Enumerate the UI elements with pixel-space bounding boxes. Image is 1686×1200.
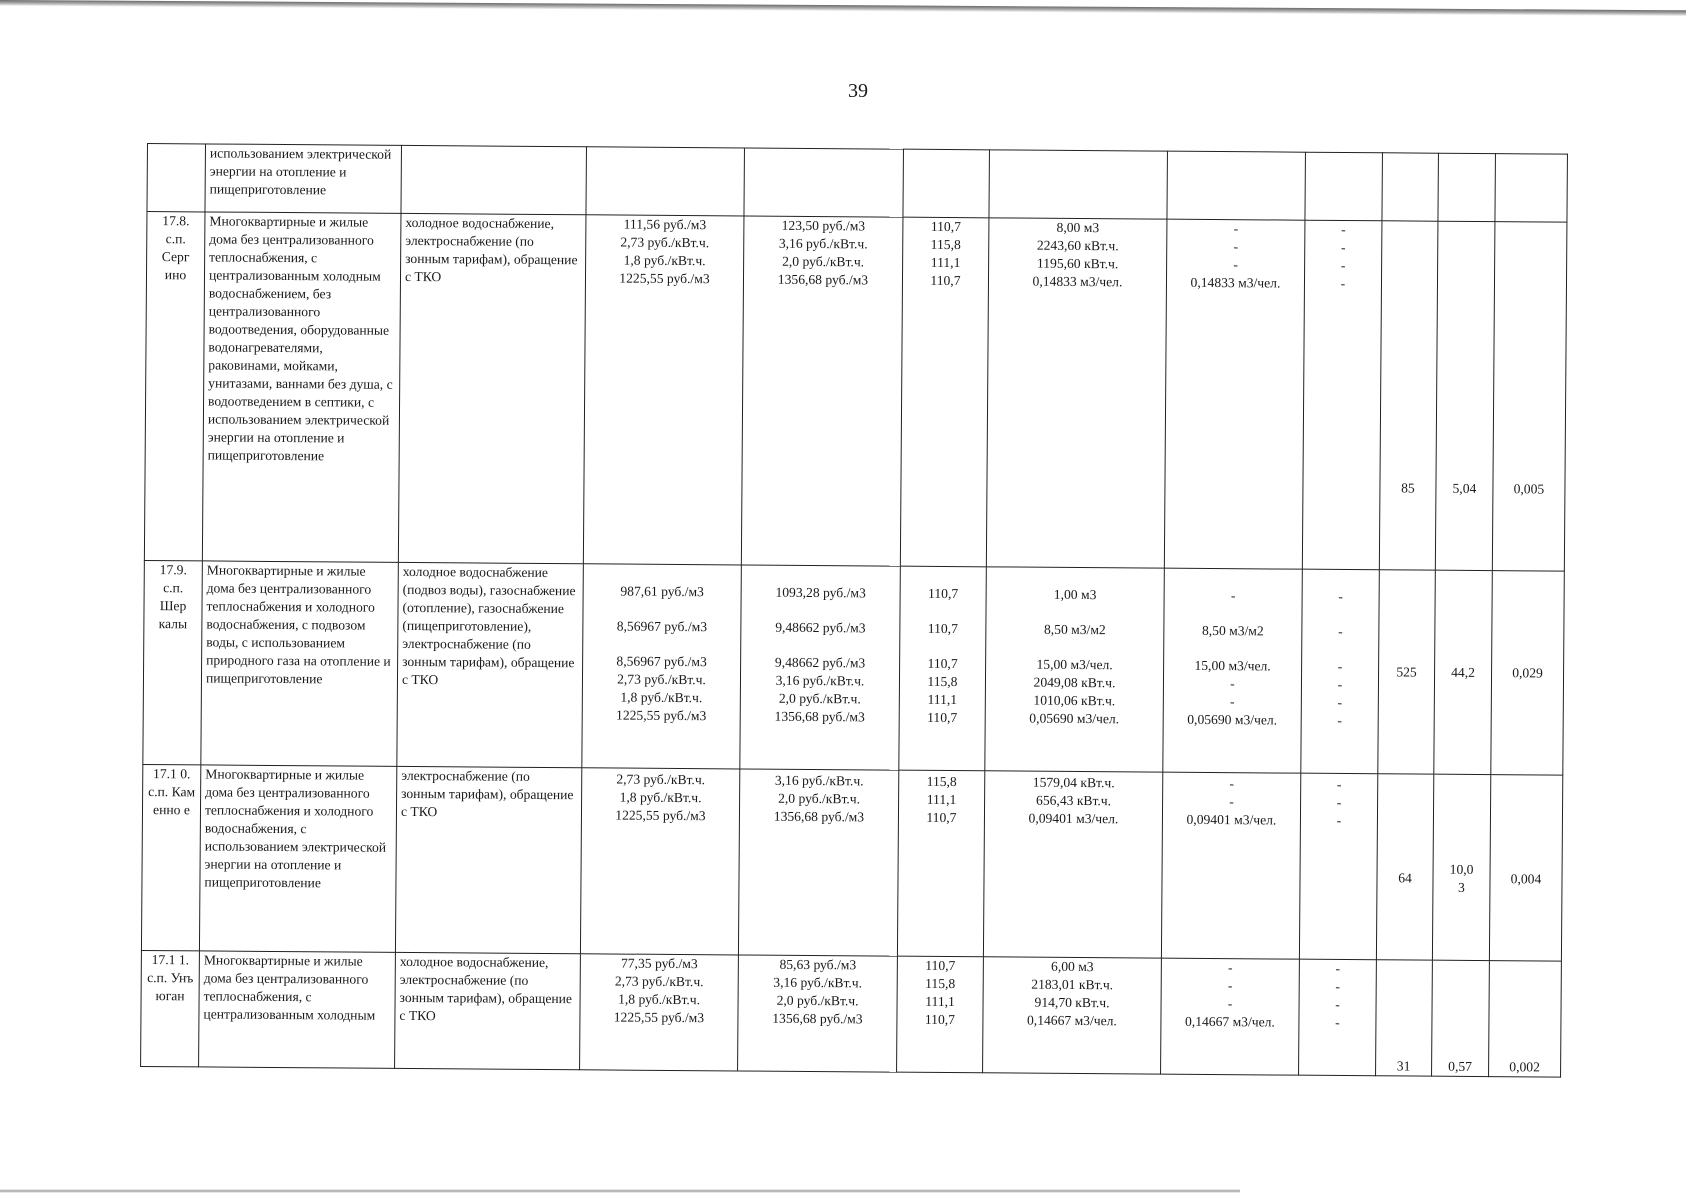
value-line: - — [1335, 1014, 1340, 1030]
cell-description: Многоквартирные и жилые дома без централизованного теплоснабжения и холодного водоснабжения, с подвозом воды, с использованием природного газа на отопление и пищеприготовление — [201, 561, 399, 766]
value-line: 0,14833 м3/чел. — [1032, 273, 1123, 290]
value-line: 1579,04 кВт.ч. — [1032, 774, 1115, 791]
cell-tariff-old — [583, 215, 744, 565]
value-line: - — [1336, 794, 1342, 810]
value-line: 110,7 — [927, 709, 958, 726]
cell-volume — [983, 957, 1162, 1074]
cell-tariff-new — [744, 148, 904, 217]
value-line: 115,8 — [927, 673, 958, 690]
cell-services — [401, 145, 587, 214]
value-line: - — [1230, 694, 1235, 710]
table-row — [141, 764, 1562, 961]
value-line: 2,0 руб./кВт.ч. — [778, 790, 861, 807]
value-line: 914,70 кВт.ч. — [1034, 994, 1110, 1011]
value-line: 1,8 руб./кВт.ч. — [619, 789, 702, 806]
cell-description: Многоквартирные и жилые дома без централизованного теплоснабжения и холодного водоснабжения, с использованием электрической энергии на отопление и пищеприготовление — [199, 765, 396, 952]
cell-id: 17.1 0. с.п. Кам енно е — [141, 764, 200, 950]
value-line: 0,09401 м3/чел. — [1186, 811, 1277, 828]
cell-marks — [1299, 959, 1377, 1076]
tariff-table — [140, 143, 1568, 1078]
cell-volume-alt — [1161, 958, 1300, 1075]
value-line: 3,16 руб./кВт.ч. — [774, 772, 864, 789]
value-line: - — [1227, 978, 1233, 994]
value-line: 111,1 — [927, 691, 958, 708]
cell-amount: 44,2 — [1434, 570, 1493, 774]
value-line: - — [1337, 694, 1343, 710]
cell-count — [1382, 153, 1439, 221]
value-line: - — [1341, 221, 1346, 237]
value-line: 111,56 руб./м3 — [623, 216, 707, 233]
cell-tariff-old — [580, 954, 739, 1071]
cell-tariff-old — [586, 147, 745, 216]
value-line: 110,7 — [927, 655, 958, 672]
cell-share: 0,029 — [1491, 571, 1565, 776]
value-line: 1195,60 кВт.ч. — [1036, 255, 1119, 272]
cell-index — [897, 956, 984, 1073]
page-number: 39 — [848, 80, 868, 102]
value-line: 987,61 руб./м3 — [620, 583, 704, 600]
value-line: - — [1233, 221, 1239, 237]
value-line: 0,14667 м3/чел. — [1184, 1013, 1275, 1030]
value-line: 8,50 м3/м2 — [1043, 621, 1106, 638]
value-line: 115,8 — [930, 236, 961, 253]
value-line: - — [1335, 960, 1341, 976]
value-line: - — [1340, 239, 1346, 255]
scan-edge-top — [0, 0, 1686, 16]
value-line: 110,7 — [925, 957, 956, 974]
value-line: 2,73 руб./кВт.ч. — [620, 234, 710, 251]
cell-marks — [1302, 220, 1382, 570]
value-line: 0,05690 м3/чел. — [1187, 711, 1278, 728]
value-line: 123,50 руб./м3 — [781, 217, 866, 234]
cell-volume-alt — [1161, 772, 1300, 959]
value-line: 2,0 руб./кВт.ч. — [776, 992, 859, 1009]
value-line: 2243,60 кВт.ч. — [1036, 237, 1119, 254]
cell-amount: 0,57 — [1432, 960, 1490, 1076]
cell-tariff-old — [580, 768, 739, 955]
value-line: 111,1 — [930, 254, 961, 271]
cell-services: холодное водоснабжение, электроснабжение (по зонным тарифам), обращение с ТКО — [398, 213, 586, 563]
value-line: 77,35 руб./м3 — [620, 955, 698, 972]
cell-share: 0,004 — [1489, 775, 1562, 962]
value-line: - — [1229, 794, 1234, 810]
value-line: 1,00 м3 — [1053, 586, 1097, 603]
value-line: 111,1 — [925, 993, 955, 1010]
value-line: 1,8 руб./кВт.ч. — [623, 252, 706, 269]
scan-edge-bottom — [0, 1189, 1240, 1193]
cell-volume — [985, 567, 1165, 772]
value-line: 8,56967 руб./м3 — [616, 653, 707, 670]
table-row — [143, 560, 1564, 775]
value-line: 8,00 м3 — [1056, 219, 1100, 236]
value-line: 110,7 — [930, 272, 961, 289]
value-line: 6,00 м3 — [1050, 958, 1094, 975]
value-line: - — [1230, 676, 1235, 692]
value-line: 2183,01 кВт.ч. — [1031, 976, 1114, 993]
value-line: 1225,55 руб./м3 — [615, 807, 706, 824]
cell-marks — [1299, 773, 1377, 960]
cell-services: холодное водоснабжение, электроснабжение (по зонным тарифам), обращение с ТКО — [395, 952, 581, 1069]
value-line: 2,0 руб./кВт.ч. — [778, 690, 861, 707]
value-line: 1356,68 руб./м3 — [774, 708, 865, 725]
value-line: 110,7 — [924, 1011, 956, 1028]
cell-tariff-new — [738, 955, 898, 1072]
value-line: 2,73 руб./кВт.ч. — [616, 771, 706, 788]
value-line: 85,63 руб./м3 — [779, 956, 857, 973]
value-line: 110,7 — [927, 620, 958, 637]
cell-id: 17.9. с.п. Шер калы — [143, 560, 203, 764]
value-line: 15,00 м3/чел. — [1036, 656, 1113, 673]
value-line: 9,48662 руб./м3 — [775, 619, 866, 636]
cell-index — [900, 217, 989, 567]
cell-count: 85 — [1379, 221, 1438, 570]
value-line: - — [1340, 257, 1346, 273]
value-line: 3,16 руб./кВт.ч. — [778, 235, 868, 252]
cell-amount — [1438, 153, 1496, 221]
value-line: 0,14667 м3/чел. — [1026, 1012, 1117, 1029]
value-line: 1356,68 руб./м3 — [777, 271, 869, 288]
cell-tariff-new — [740, 565, 901, 770]
cell-share: 0,005 — [1492, 222, 1567, 572]
cell-id — [147, 144, 206, 212]
value-line: 111,1 — [926, 791, 957, 808]
value-line: 1225,55 руб./м3 — [613, 1009, 705, 1026]
value-line: - — [1338, 623, 1343, 639]
value-line: - — [1340, 275, 1346, 291]
value-line: 1,8 руб./кВт.ч. — [618, 991, 701, 1008]
value-line: 15,00 м3/чел. — [1194, 657, 1271, 674]
value-line: 1010,06 кВт.ч. — [1033, 692, 1116, 709]
cell-index — [899, 566, 987, 771]
value-line: 2049,08 кВт.ч. — [1033, 674, 1116, 691]
cell-amount: 10,0 3 — [1432, 774, 1490, 960]
value-line: 110,7 — [926, 809, 957, 826]
cell-tariff-old — [582, 564, 742, 769]
value-line: 8,56967 руб./м3 — [616, 618, 708, 635]
value-line: 656,43 кВт.ч. — [1036, 792, 1112, 809]
value-line: - — [1337, 658, 1343, 674]
value-line: 1,8 руб./кВт.ч. — [620, 689, 703, 706]
cell-id: 17.1 1. с.п. Унъ юган — [141, 950, 200, 1066]
cell-share — [1495, 154, 1568, 223]
cell-index — [897, 770, 984, 957]
value-line: - — [1228, 960, 1233, 976]
value-line: 1356,68 руб./м3 — [773, 808, 865, 825]
value-line: 8,50 м3/м2 — [1201, 622, 1264, 639]
value-line: - — [1227, 996, 1233, 1012]
value-line: - — [1337, 676, 1343, 692]
cell-count: 64 — [1376, 774, 1433, 960]
cell-volume-alt — [1167, 151, 1306, 220]
cell-services: холодное водоснабжение (подвоз воды), газоснабжение (отопление), газоснабжение (пищеприготовление), электроснабжение (по зонным тарифам), обращение с ТКО — [397, 562, 584, 767]
value-line: 110,7 — [928, 585, 959, 602]
cell-amount: 5,04 — [1435, 221, 1495, 570]
value-line: 0,05690 м3/чел. — [1029, 710, 1120, 727]
value-line: - — [1233, 239, 1239, 255]
table-row — [144, 212, 1567, 572]
value-line: 3,16 руб./кВт.ч. — [775, 672, 865, 689]
value-line: 9,48662 руб./м3 — [774, 654, 866, 671]
value-line: 110,7 — [930, 218, 961, 235]
cell-count: 525 — [1378, 570, 1436, 774]
value-line: - — [1230, 588, 1236, 604]
cell-id: 17.8. с.п. Серг ино — [144, 212, 205, 561]
value-line: 1356,68 руб./м3 — [772, 1010, 863, 1027]
cell-volume — [986, 218, 1167, 568]
value-line: - — [1335, 996, 1340, 1012]
value-line: - — [1338, 588, 1343, 604]
value-line: - — [1229, 776, 1235, 792]
value-line: 115,8 — [926, 773, 957, 790]
value-line: 1225,55 руб./м3 — [619, 270, 710, 287]
value-line: 1093,28 руб./м3 — [775, 584, 866, 601]
document-sheet — [140, 143, 1567, 1078]
value-line: - — [1337, 712, 1343, 728]
value-line: 0,14833 м3/чел. — [1190, 274, 1281, 291]
value-line: 0,09401 м3/чел. — [1028, 810, 1119, 827]
value-line: - — [1336, 776, 1342, 792]
value-line: - — [1233, 257, 1238, 273]
value-line: 2,73 руб./кВт.ч. — [617, 671, 706, 688]
cell-tariff-new — [741, 216, 903, 566]
value-line: - — [1336, 812, 1342, 828]
cell-description: использованием электрической энергии на отопление и пищеприготовление — [205, 144, 402, 213]
cell-count: 31 — [1376, 960, 1433, 1076]
value-line: 2,73 руб./кВт.ч. — [614, 973, 704, 990]
value-line: - — [1335, 978, 1341, 994]
cell-marks — [1301, 569, 1380, 774]
cell-description: Многоквартирные и жилые дома без централизованного теплоснабжения, с централизованным холодным — [199, 951, 396, 1068]
cell-index — [903, 149, 990, 218]
cell-services: электроснабжение (по зонным тарифам), обращение с ТКО — [395, 766, 581, 953]
table-row-continuation — [147, 144, 1567, 223]
cell-marks — [1305, 152, 1383, 221]
cell-share: 0,002 — [1489, 961, 1562, 1078]
value-line: 1225,55 руб./м3 — [616, 707, 707, 724]
table-row — [141, 950, 1562, 1077]
value-line: 3,16 руб./кВт.ч. — [773, 974, 863, 991]
cell-volume-alt — [1164, 219, 1305, 569]
cell-volume — [983, 771, 1162, 958]
value-line: 2,0 руб./кВт.ч. — [782, 253, 865, 270]
cell-volume — [989, 150, 1168, 219]
value-line: 115,8 — [925, 975, 956, 992]
cell-tariff-new — [738, 769, 898, 956]
cell-volume-alt — [1163, 568, 1303, 773]
cell-description: Многоквартирные и жилые дома без централизованного теплоснабжения, с централизованным холодным водоснабжением, без централизованного водоотведения, оборудованные водонагревателями, раковинами, мойками, унитазами, ваннами без душа, с водоотведением в септики, с использованием электрической энергии на отопление и пищеприготовление — [202, 212, 401, 562]
